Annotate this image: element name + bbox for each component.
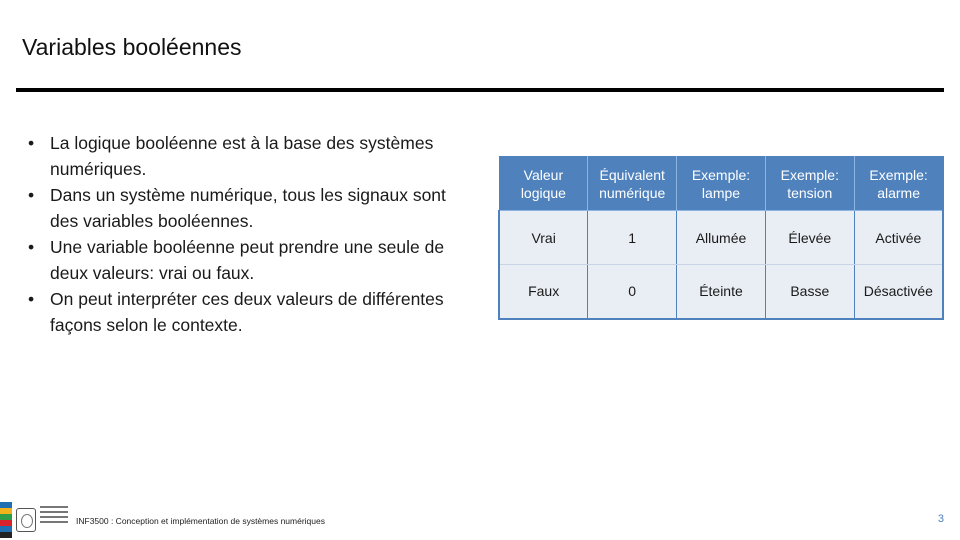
bullet-item xyxy=(26,130,476,182)
table-cell: Faux xyxy=(499,265,588,319)
bullet-item xyxy=(26,234,476,286)
table-cell: 0 xyxy=(588,265,677,319)
bullet-dot-icon: • xyxy=(28,185,35,205)
logo-stripe xyxy=(0,532,12,538)
bullet-dot-icon: • xyxy=(28,133,35,153)
table-row xyxy=(499,211,943,265)
bullet-text: Une variable booléenne peut prendre une seule de deux valeurs: vrai ou faux. xyxy=(50,237,445,283)
table-cell: Basse xyxy=(765,265,854,319)
bullet-text: On peut interpréter ces deux valeurs de différentes façons selon le contexte. xyxy=(50,289,444,335)
table-cell: Élevée xyxy=(765,211,854,265)
page-number: 3 xyxy=(937,513,944,525)
bullet-list xyxy=(26,130,476,338)
header-exemple-alarme: Exemple: alarme xyxy=(854,157,943,211)
bullet-text: La logique booléenne est à la base des systèmes numériques. xyxy=(50,133,434,179)
header-equivalent-numerique: Équivalent numérique xyxy=(588,157,677,211)
header-valeur-logique: Valeur logique xyxy=(499,157,588,211)
bullet-dot-icon: • xyxy=(28,237,35,257)
table-cell: Allumée xyxy=(677,211,766,265)
table-row xyxy=(499,265,943,319)
bullet-item xyxy=(26,182,476,234)
header-exemple-lampe: Exemple: lampe xyxy=(677,157,766,211)
bullet-item xyxy=(26,286,476,338)
bullet-text: Dans un système numérique, tous les signaux sont des variables booléennes. xyxy=(50,185,446,231)
seal-icon xyxy=(16,508,36,532)
table-header-row xyxy=(499,157,943,211)
table-cell: Vrai xyxy=(499,211,588,265)
bullet-dot-icon: • xyxy=(28,289,35,309)
logo-stripes xyxy=(0,502,12,538)
title-divider xyxy=(16,88,944,92)
university-logo-icon xyxy=(0,502,72,538)
table-cell: Activée xyxy=(854,211,943,265)
table-cell: 1 xyxy=(588,211,677,265)
header-exemple-tension: Exemple: tension xyxy=(765,157,854,211)
table-cell: Désactivée xyxy=(854,265,943,319)
boolean-values-table xyxy=(498,156,944,320)
logo-wordmark xyxy=(40,506,68,526)
table-cell: Éteinte xyxy=(677,265,766,319)
slide-title: Variables booléennes xyxy=(22,34,242,60)
footer-course-title: INF3500 : Conception et implémentation de systèmes numériques xyxy=(76,516,325,526)
